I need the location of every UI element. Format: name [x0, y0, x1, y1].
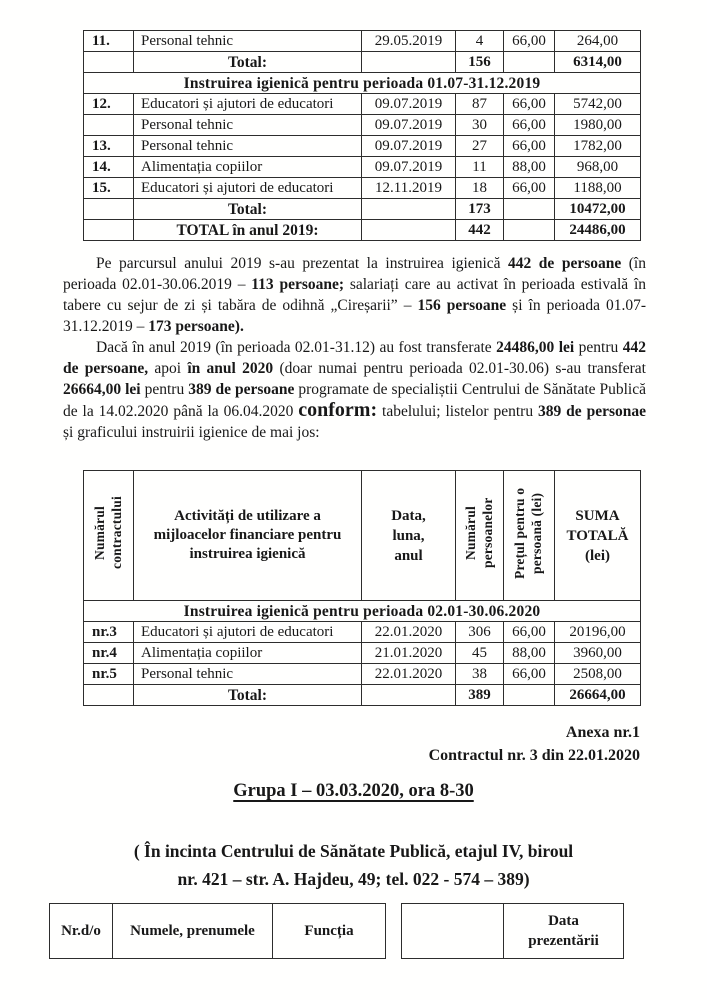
cell-persons: 45	[456, 643, 504, 664]
cell-total-label: Total:	[134, 685, 362, 706]
table-row	[84, 622, 641, 643]
cell-date: 22.01.2020	[362, 622, 456, 643]
cell-activity: Personal tehnic	[134, 31, 362, 52]
cell-empty	[362, 52, 456, 73]
contract-number-line: Contractul nr. 3 din 22.01.2020	[428, 747, 640, 764]
header-function: Funcția	[273, 904, 386, 959]
cell-price: 66,00	[504, 115, 555, 136]
cell-sum: 1980,00	[555, 115, 641, 136]
header-contract-number	[84, 471, 134, 601]
cell-sum: 3960,00	[555, 643, 641, 664]
cell-persons: 173	[456, 199, 504, 220]
cell-empty	[362, 685, 456, 706]
cell-sum: 26664,00	[555, 685, 641, 706]
cell-empty	[84, 52, 134, 73]
header-activity: Activități de utilizare a mijloacelor financiare pentru instruirea igienică	[134, 471, 362, 601]
attendance-table-right	[401, 903, 624, 959]
attendance-table-left	[49, 903, 386, 959]
cell-price: 66,00	[504, 178, 555, 199]
table-row	[84, 157, 641, 178]
location-block	[0, 837, 707, 893]
table-row	[84, 94, 641, 115]
header-empty	[402, 904, 504, 959]
cell-activity: Personal tehnic	[134, 664, 362, 685]
hygiene-training-2019-table	[83, 30, 641, 241]
cell-section-title: Instruirea igienică pentru perioada 01.07-31.12.2019	[84, 73, 641, 94]
header-total-sum: SUMA TOTALĂ (lei)	[555, 471, 641, 601]
cell-contract-number: nr.5	[84, 664, 134, 685]
cell-row-number: 11.	[84, 31, 134, 52]
cell-sum: 6314,00	[555, 52, 641, 73]
header-nr: Nr.d/o	[50, 904, 113, 959]
cell-date: 09.07.2019	[362, 115, 456, 136]
cell-empty	[504, 220, 555, 241]
attendance-table	[49, 903, 624, 959]
cell-price: 88,00	[504, 157, 555, 178]
cell-persons: 442	[456, 220, 504, 241]
cell-persons: 87	[456, 94, 504, 115]
group-heading-text: Grupa I – 03.03.2020, ora 8-30	[233, 781, 474, 801]
header-row	[50, 904, 386, 959]
annex-block	[63, 721, 640, 767]
cell-price: 66,00	[504, 31, 555, 52]
cell-empty	[504, 199, 555, 220]
cell-persons: 11	[456, 157, 504, 178]
cell-persons: 38	[456, 664, 504, 685]
header-name: Numele, prenumele	[113, 904, 273, 959]
table-row	[84, 664, 641, 685]
table-row	[84, 115, 641, 136]
cell-persons: 18	[456, 178, 504, 199]
cell-date: 09.07.2019	[362, 136, 456, 157]
cell-activity: Alimentația copiilor	[134, 157, 362, 178]
cell-empty	[504, 52, 555, 73]
table-row	[84, 31, 641, 52]
header-presentation-date: Data prezentării	[504, 904, 624, 959]
cell-activity: Personal tehnic	[134, 115, 362, 136]
paragraph-2020-transfers: Dacă în anul 2019 (în perioada 02.01-31.12) au fost transferate 24486,00 lei pentru 442 de persoane, apoi în anul 2020 (doar numai pentru perioada 02.01-30.06) s-au transferat 26664,00 lei pentru 389 de persoane programate de specialiștii Centrului de Sănătate Publică de la 14.02.2020 până la 06.04.2020 conform: tabelului; listelor pentru 389 de personae și graficului instruirii igienice de mai jos:	[63, 339, 646, 441]
cell-empty	[84, 685, 134, 706]
header-persons-label: Numărul persoanelor	[462, 497, 495, 568]
cell-date: 09.07.2019	[362, 94, 456, 115]
cell-persons: 156	[456, 52, 504, 73]
cell-total-label: Total:	[134, 52, 362, 73]
cell-sum: 24486,00	[555, 220, 641, 241]
header-row	[84, 471, 641, 601]
cell-empty	[362, 199, 456, 220]
cell-activity: Alimentația copiilor	[134, 643, 362, 664]
cell-sum: 5742,00	[555, 94, 641, 115]
total-row	[84, 52, 641, 73]
cell-sum: 264,00	[555, 31, 641, 52]
cell-row-number: 14.	[84, 157, 134, 178]
cell-sum: 2508,00	[555, 664, 641, 685]
cell-empty	[362, 220, 456, 241]
cell-sum: 20196,00	[555, 622, 641, 643]
header-contract-number-label: Numărul contractului	[91, 496, 124, 569]
body-text	[63, 253, 646, 443]
cell-price: 66,00	[504, 664, 555, 685]
cell-price: 66,00	[504, 622, 555, 643]
cell-price: 66,00	[504, 94, 555, 115]
cell-sum: 1782,00	[555, 136, 641, 157]
cell-persons: 389	[456, 685, 504, 706]
cell-section-title: Instruirea igienică pentru perioada 02.01-30.06.2020	[84, 601, 641, 622]
cell-price: 66,00	[504, 136, 555, 157]
cell-persons: 4	[456, 31, 504, 52]
table-row	[84, 178, 641, 199]
cell-date: 21.01.2020	[362, 643, 456, 664]
header-price	[504, 471, 555, 601]
hygiene-training-2020-table	[83, 470, 641, 706]
cell-activity: Educatori și ajutori de educatori	[134, 178, 362, 199]
header-persons	[456, 471, 504, 601]
cell-contract-number: nr.3	[84, 622, 134, 643]
cell-persons: 27	[456, 136, 504, 157]
cell-activity: Educatori și ajutori de educatori	[134, 94, 362, 115]
cell-persons: 30	[456, 115, 504, 136]
table-row	[84, 643, 641, 664]
cell-empty	[84, 199, 134, 220]
cell-date: 29.05.2019	[362, 31, 456, 52]
section-row	[84, 601, 641, 622]
cell-row-number: 12.	[84, 94, 134, 115]
cell-date: 22.01.2020	[362, 664, 456, 685]
header-row	[402, 904, 624, 959]
location-line-2: nr. 421 – str. A. Hajdeu, 49; tel. 022 - 574 – 389)	[177, 869, 530, 889]
cell-activity: Educatori și ajutori de educatori	[134, 622, 362, 643]
cell-row-number: 15.	[84, 178, 134, 199]
location-line-1: ( În incinta Centrului de Sănătate Publică, etajul IV, biroul	[133, 841, 574, 861]
cell-activity: Personal tehnic	[134, 136, 362, 157]
grand-total-row	[84, 220, 641, 241]
cell-price: 88,00	[504, 643, 555, 664]
header-date: Data, luna, anul	[362, 471, 456, 601]
cell-persons: 306	[456, 622, 504, 643]
table-row	[84, 136, 641, 157]
cell-total-label: TOTAL în anul 2019:	[134, 220, 362, 241]
section-row	[84, 73, 641, 94]
cell-contract-number: nr.4	[84, 643, 134, 664]
annex-number-line: Anexa nr.1	[565, 724, 640, 741]
cell-row-number	[84, 115, 134, 136]
cell-date: 12.11.2019	[362, 178, 456, 199]
group-heading	[0, 781, 707, 802]
cell-sum: 968,00	[555, 157, 641, 178]
total-row	[84, 199, 641, 220]
paragraph-2019-attendance: Pe parcursul anului 2019 s-au prezentat la instruirea igienică 442 de persoane (în perioada 02.01-30.06.2019 – 113 persoane; salariați care au activat în perioada estivală în tabere cu sejur de zi și tabăra de odihnă „Cireșarii” – 156 persoane și în perioada 01.07-31.12.2019 – 173 persoane).	[63, 255, 646, 335]
cell-row-number: 13.	[84, 136, 134, 157]
cell-empty	[504, 685, 555, 706]
header-price-label: Prețul pentru o persoană (lei)	[512, 486, 544, 579]
total-row	[84, 685, 641, 706]
cell-total-label: Total:	[134, 199, 362, 220]
cell-empty	[84, 220, 134, 241]
cell-sum: 10472,00	[555, 199, 641, 220]
cell-date: 09.07.2019	[362, 157, 456, 178]
cell-sum: 1188,00	[555, 178, 641, 199]
